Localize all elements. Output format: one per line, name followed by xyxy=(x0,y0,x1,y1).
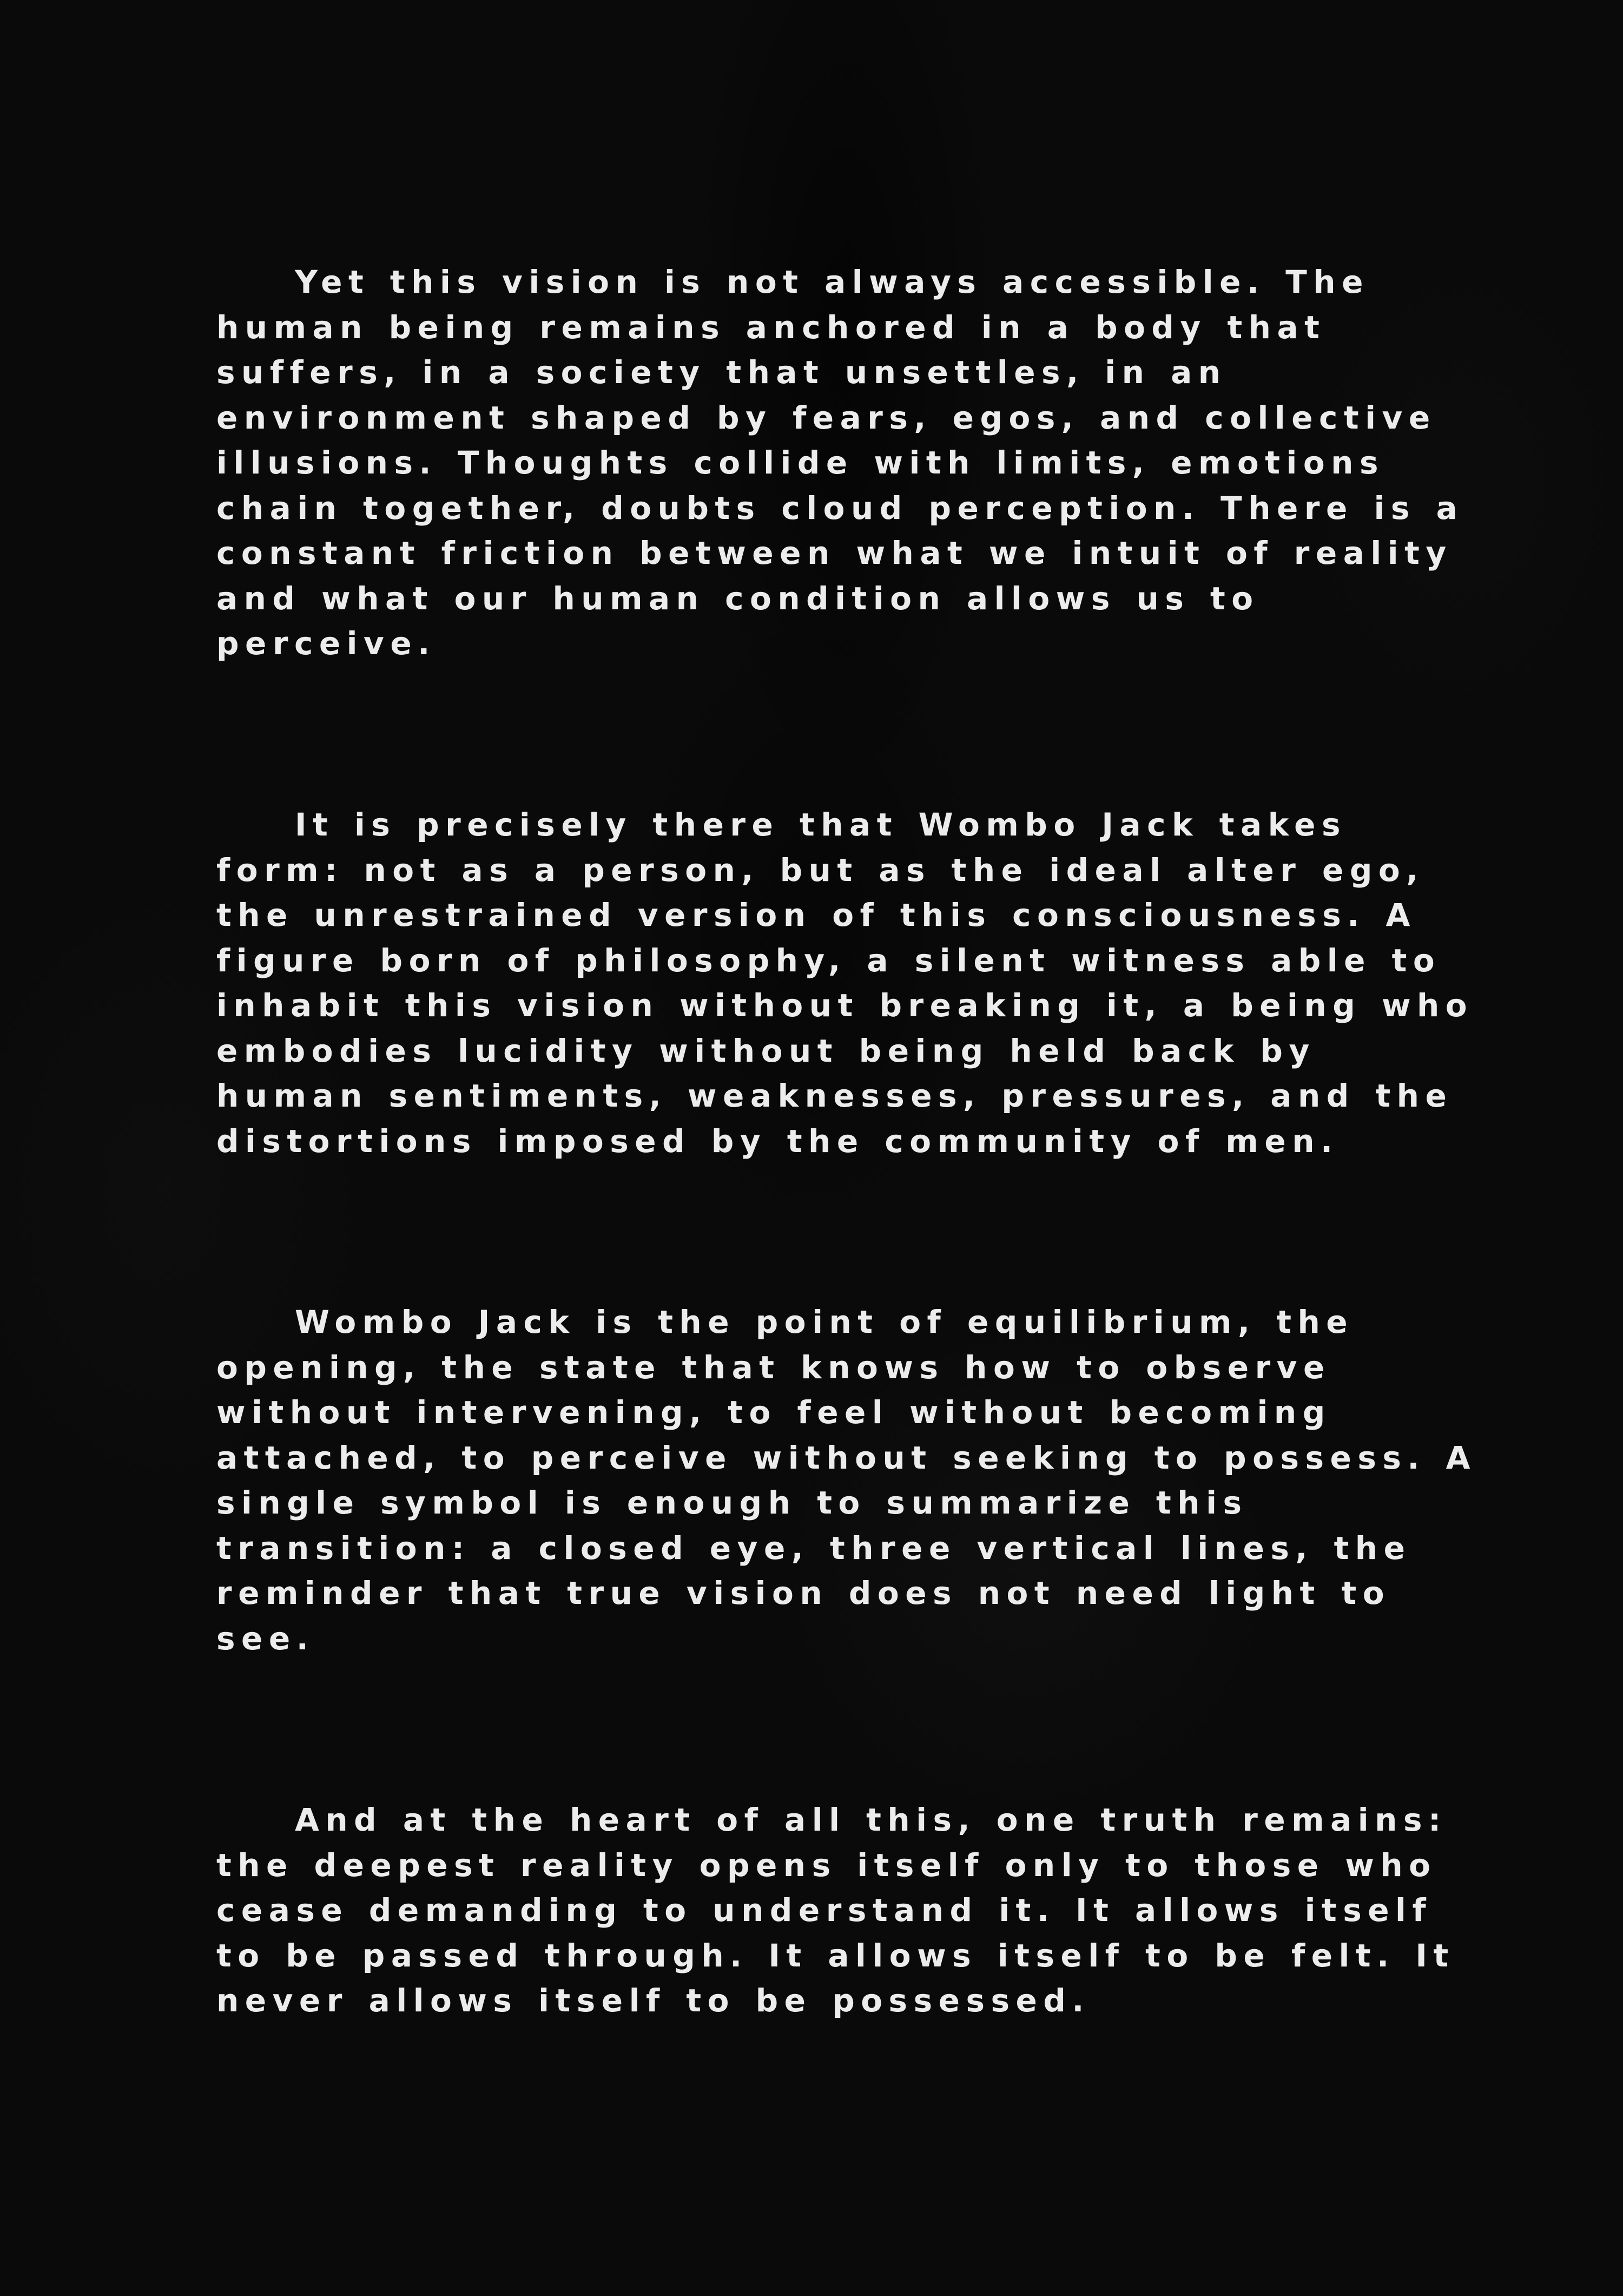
text-line: human being remains anchored in a body that xyxy=(216,308,1326,346)
text-line: distortions imposed by the community of men. xyxy=(216,1122,1339,1160)
text-line: And at the heart of all this, one truth remains: xyxy=(295,1801,1447,1838)
text-line: without intervening, to feel without becoming xyxy=(216,1394,1331,1431)
text-line: It is precisely there that Wombo Jack takes xyxy=(295,806,1347,843)
text-line: embodies lucidity without being held back by xyxy=(216,1032,1316,1069)
text-line: figure born of philosophy, a silent witness able to xyxy=(216,942,1441,979)
text-line: opening, the state that knows how to observe xyxy=(216,1348,1331,1386)
text-line: transition: a closed eye, three vertical lines, the xyxy=(216,1529,1411,1567)
text-line: never allows itself to be possessed. xyxy=(216,1982,1090,2019)
text-line: constant friction between what we intuit of reality xyxy=(216,535,1453,571)
text-line: attached, to perceive without seeking to possess. A xyxy=(216,1439,1476,1476)
text-line: illusions. Thoughts collide with limits, emotions xyxy=(216,444,1384,481)
text-line: suffers, in a society that unsettles, in an xyxy=(216,354,1227,391)
paragraph-2 xyxy=(216,802,1474,1164)
text-line: Yet this vision is not always accessible. The xyxy=(295,264,1369,300)
text-line: see. xyxy=(216,1620,315,1657)
text-line: perceive. xyxy=(216,625,436,662)
paragraph-4 xyxy=(216,1798,1455,2024)
text-line: environment shaped by fears, egos, and collective xyxy=(216,399,1436,436)
text-line: to be passed through. It allows itself to be felt. It xyxy=(216,1937,1455,1974)
text-line: cease demanding to understand it. It allows itself xyxy=(216,1892,1433,1929)
text-line: and what our human condition allows us to xyxy=(216,580,1259,617)
text-line: reminder that true vision does not need light to xyxy=(216,1575,1391,1611)
text-line: single symbol is enough to summarize this xyxy=(216,1484,1248,1521)
paragraph-3 xyxy=(216,1300,1476,1661)
text-line: form: not as a person, but as the ideal alter ego, xyxy=(216,851,1424,889)
text-line: human sentiments, weaknesses, pressures, and the xyxy=(216,1077,1453,1114)
text-line: the unrestrained version of this consciousness. A xyxy=(216,897,1416,933)
text-line: the deepest reality opens itself only to those who xyxy=(216,1846,1437,1884)
text-line: inhabit this vision without breaking it, a being who xyxy=(216,987,1474,1024)
paragraph-1 xyxy=(216,260,1464,667)
text-line: chain together, doubts cloud perception. There is a xyxy=(216,489,1464,527)
text-line: Wombo Jack is the point of equilibrium, the xyxy=(295,1304,1354,1340)
